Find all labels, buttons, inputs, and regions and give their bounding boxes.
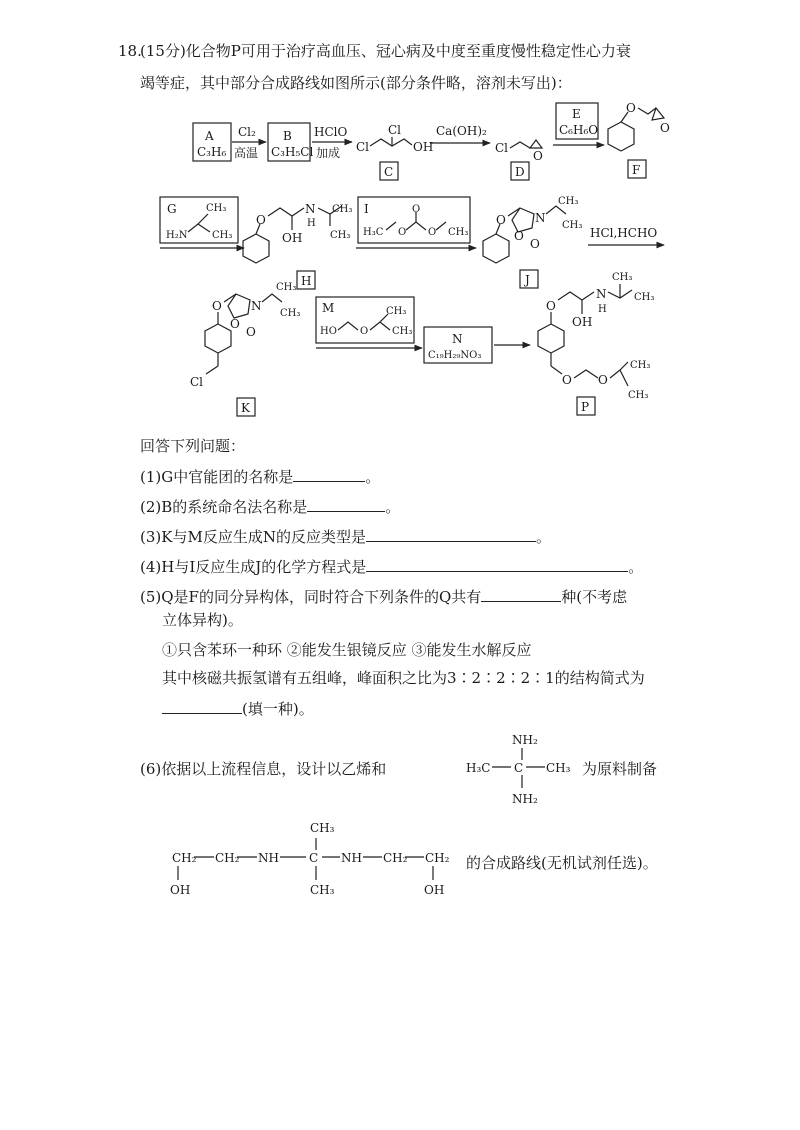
- svg-text:CH₃: CH₃: [310, 883, 335, 897]
- answer-prompt: 回答下列问题：: [140, 437, 246, 455]
- answer-blank-2[interactable]: [307, 497, 385, 512]
- question-number: 18.: [118, 42, 142, 60]
- svg-text:NH₂: NH₂: [512, 733, 538, 747]
- svg-text:高温: 高温: [234, 146, 259, 160]
- arrow-D-to-F-with-E: [553, 103, 604, 145]
- compound-C-structure: [356, 123, 433, 154]
- svg-text:H₃C: H₃C: [363, 227, 384, 238]
- svg-text:Cl: Cl: [495, 141, 509, 155]
- svg-text:N: N: [305, 202, 316, 216]
- compound-A-formula: C₃H₆: [197, 145, 227, 159]
- answer-blank-5a[interactable]: [481, 587, 561, 602]
- svg-text:N: N: [535, 211, 546, 225]
- svg-text:O: O: [212, 299, 222, 313]
- svg-text:O: O: [496, 213, 506, 227]
- compound-D-structure: [495, 140, 543, 163]
- svg-text:Ca(OH)₂: Ca(OH)₂: [436, 124, 487, 138]
- svg-text:O: O: [530, 237, 540, 251]
- svg-text:OH: OH: [282, 231, 303, 245]
- svg-text:CH₃: CH₃: [558, 196, 579, 207]
- label-J: J: [525, 273, 530, 287]
- compound-A-box: [193, 123, 231, 161]
- svg-text:CH₃: CH₃: [634, 292, 655, 303]
- svg-text:H: H: [307, 218, 316, 229]
- svg-text:CH₃: CH₃: [276, 282, 297, 293]
- label-P: P: [581, 400, 590, 414]
- svg-text:H₂N: H₂N: [166, 230, 188, 241]
- question-3: (3)K与M反应生成N的反应类型是 。: [140, 528, 551, 546]
- svg-text:OH: OH: [413, 140, 434, 154]
- question-5-line5: (填一种)。: [162, 699, 314, 718]
- svg-text:CH₂: CH₂: [383, 851, 408, 865]
- svg-text:CH₃: CH₃: [206, 203, 227, 214]
- question-6-before: (6)依据以上流程信息，设计以乙烯和: [140, 760, 387, 778]
- svg-text:HClO: HClO: [314, 125, 348, 139]
- compound-N-formula: C₁₉H₂₉NO₃: [428, 350, 482, 361]
- svg-text:NH: NH: [258, 851, 279, 865]
- svg-text:O: O: [598, 373, 608, 387]
- compound-H-structure: [243, 202, 352, 263]
- label-F: F: [632, 163, 641, 177]
- svg-text:OH: OH: [424, 883, 445, 897]
- svg-text:O: O: [256, 213, 266, 227]
- svg-text:C: C: [514, 761, 524, 775]
- svg-text:加成: 加成: [316, 146, 341, 160]
- svg-text:CH₂: CH₂: [172, 851, 197, 865]
- svg-text:OH: OH: [572, 315, 593, 329]
- arrow-H-to-J-with-I: [356, 197, 476, 248]
- svg-text:O: O: [660, 121, 670, 135]
- question-5-line4: 其中核磁共振氢谱有五组峰，峰面积之比为3∶2∶2∶2∶1的结构简式为: [162, 669, 645, 687]
- compound-A-label: A: [205, 129, 214, 143]
- q6-reagent-structure: [466, 733, 571, 806]
- compound-N-label: N: [452, 332, 463, 346]
- arrow-B-to-C: [312, 125, 352, 160]
- svg-text:CH₃: CH₃: [448, 227, 469, 238]
- svg-text:O: O: [514, 229, 524, 243]
- compound-B-label: B: [283, 129, 292, 143]
- question-4: (4)H与I反应生成J的化学方程式是 。: [140, 558, 644, 576]
- svg-text:CH₃: CH₃: [612, 272, 633, 283]
- compound-B-box: [268, 123, 313, 161]
- svg-text:O: O: [562, 373, 572, 387]
- compound-B-formula: C₃H₅Cl: [271, 145, 314, 159]
- compound-J-structure: [483, 196, 582, 263]
- question-5-line1: (5)Q是F的同分异构体，同时符合下列条件的Q共有 种(不考虑: [140, 588, 628, 606]
- label-H: H: [301, 274, 312, 288]
- svg-text:Cl: Cl: [190, 375, 204, 389]
- svg-text:CH₃: CH₃: [630, 360, 651, 371]
- svg-text:O: O: [360, 326, 369, 337]
- svg-text:OH: OH: [170, 883, 191, 897]
- svg-text:O: O: [546, 299, 556, 313]
- svg-text:HO: HO: [320, 326, 337, 337]
- svg-text:CH₃: CH₃: [332, 204, 353, 215]
- question-2: (2)B的系统命名法名称是 。: [140, 498, 401, 516]
- reagent-I-label: I: [364, 202, 369, 216]
- svg-text:CH₂: CH₂: [425, 851, 450, 865]
- reagent-M-label: M: [322, 301, 335, 315]
- svg-text:CH₃: CH₃: [386, 306, 407, 317]
- answer-blank-4[interactable]: [366, 557, 628, 572]
- question-1: (1)G中官能团的名称是 。: [140, 468, 381, 486]
- svg-text:CH₃: CH₃: [212, 230, 233, 241]
- reagent-E-formula: C₆H₆O: [559, 123, 599, 137]
- answer-blank-1[interactable]: [293, 467, 365, 482]
- svg-text:O: O: [412, 204, 421, 215]
- arrow-J-to-K: [588, 226, 664, 245]
- svg-text:Cl: Cl: [356, 140, 370, 154]
- svg-text:NH: NH: [341, 851, 362, 865]
- svg-text:O: O: [230, 317, 240, 331]
- svg-text:O: O: [428, 227, 437, 238]
- reagent-E-label: E: [572, 107, 581, 121]
- svg-text:HCl,HCHO: HCl,HCHO: [590, 226, 658, 240]
- svg-text:CH₃: CH₃: [280, 308, 301, 319]
- svg-text:CH₃: CH₃: [562, 220, 583, 231]
- question-header-line1: (15分)化合物P可用于治疗高血压、冠心病及中度至重度慢性稳定性心力衰: [140, 42, 631, 60]
- svg-text:CH₃: CH₃: [310, 821, 335, 835]
- svg-text:H₃C: H₃C: [466, 761, 491, 775]
- svg-text:O: O: [246, 325, 256, 339]
- compound-K-structure: [190, 282, 300, 389]
- reagent-G-label: G: [167, 202, 177, 216]
- svg-text:O: O: [626, 101, 636, 115]
- arrow-A-to-B: [232, 125, 266, 160]
- svg-text:NH₂: NH₂: [512, 792, 538, 806]
- svg-text:Cl: Cl: [388, 123, 402, 137]
- compound-N-box: [424, 327, 492, 363]
- arrow-F-to-H-with-G: [160, 197, 244, 248]
- label-K: K: [241, 401, 250, 415]
- question-6-target-after: 的合成路线(无机试剂任选)。: [466, 854, 658, 872]
- label-C: C: [384, 165, 394, 179]
- svg-text:Cl₂: Cl₂: [238, 125, 256, 139]
- svg-text:CH₃: CH₃: [330, 230, 351, 241]
- label-D: D: [515, 165, 525, 179]
- arrow-C-to-D: [430, 124, 490, 143]
- answer-blank-5b[interactable]: [162, 699, 242, 714]
- svg-text:C: C: [309, 851, 319, 865]
- svg-text:CH₃: CH₃: [546, 761, 571, 775]
- svg-text:H: H: [598, 304, 607, 315]
- svg-text:O: O: [533, 149, 543, 163]
- question-5-line2: 立体异构)。: [162, 611, 243, 629]
- svg-text:CH₃: CH₃: [392, 326, 413, 337]
- compound-P-structure: [538, 272, 654, 401]
- compound-F-structure: [608, 101, 670, 151]
- svg-text:N: N: [251, 299, 262, 313]
- arrow-K-to-N-with-M: [316, 297, 422, 348]
- svg-text:CH₂: CH₂: [215, 851, 240, 865]
- question-header-line2: 竭等症，其中部分合成路线如图所示(部分条件略，溶剂未写出)：: [140, 74, 572, 92]
- answer-blank-3[interactable]: [366, 527, 536, 542]
- svg-text:O: O: [398, 227, 407, 238]
- question-6-after: 为原料制备: [582, 760, 658, 778]
- q6-target-structure: [170, 821, 450, 897]
- question-5-conditions: ①只含苯环一种环 ②能发生银镜反应 ③能发生水解反应: [162, 641, 532, 659]
- svg-text:N: N: [596, 287, 607, 301]
- svg-text:CH₃: CH₃: [628, 390, 649, 401]
